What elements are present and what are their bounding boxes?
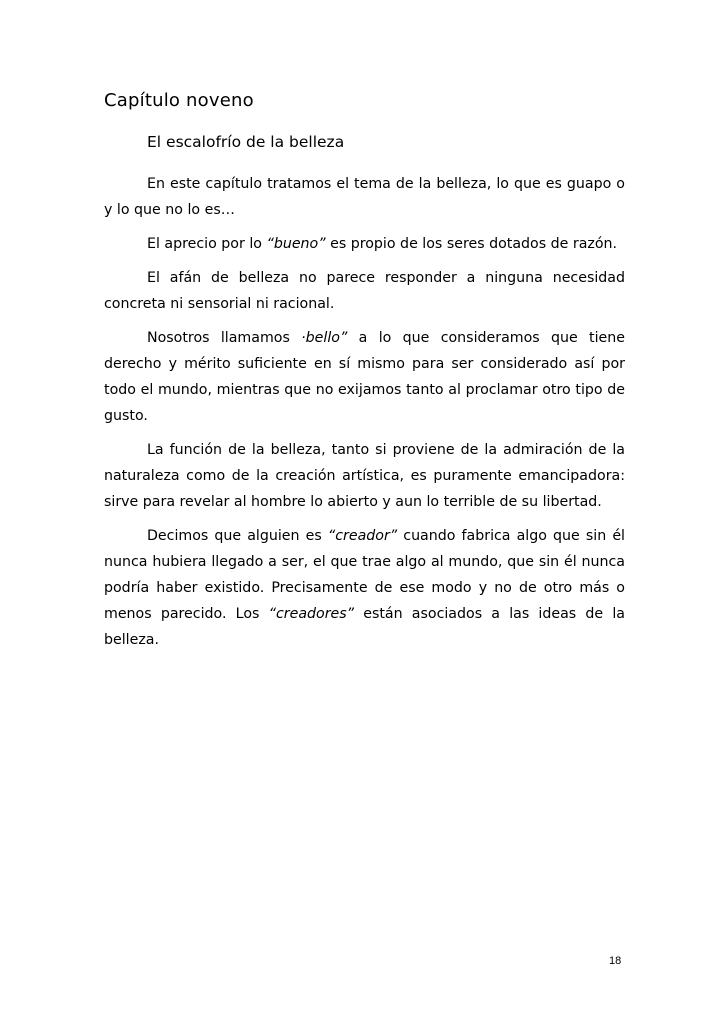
paragraph-bueno-after: es propio de los seres dotados de razón. <box>325 236 618 252</box>
paragraph-creador <box>104 523 625 653</box>
quoted-word-creador: “creador” <box>327 528 398 544</box>
quoted-word-bueno: “bueno” <box>266 236 326 252</box>
paragraph-creador-before: Decimos que alguien es <box>147 528 328 544</box>
paragraph-intro: En este capítulo tratamos el tema de la belleza, lo que es guapo o y lo que no lo es… <box>104 176 625 218</box>
paragraph-afan: El afán de belleza no parece responder a ninguna necesidad concreta ni sensorial ni racional. <box>104 270 625 312</box>
chapter-title: Capítulo noveno <box>104 90 254 111</box>
quoted-word-bello: ·bello” <box>301 330 348 346</box>
paragraph-bueno-before: El aprecio por lo <box>147 236 267 252</box>
paragraph-bello-before: Nosotros llamamos <box>147 330 302 346</box>
quoted-word-creadores: “creadores” <box>268 606 355 622</box>
page-number: 18 <box>609 955 622 967</box>
section-title: El escalofrío de la belleza <box>147 133 345 151</box>
paragraph-bello-after: a lo que consideramos que tiene derecho y mérito suficiente en sí mismo para ser considerado así por todo el mundo, mientras que no exijamos tanto al proclamar otro tipo de gusto. <box>104 330 625 424</box>
paragraph-creador-after: están asociados a las ideas de la belleza. <box>104 606 625 648</box>
paragraph-bueno <box>104 231 625 257</box>
body-text <box>104 171 625 661</box>
paragraph-creador-middle: cuando fabrica algo que sin él nunca hubiera llegado a ser, el que trae algo al mundo, que sin él nunca podría haber existido. Precisamente de ese modo y no de otro más o menos parecido. Los <box>104 528 625 622</box>
paragraph-bello <box>104 325 625 429</box>
paragraph-funcion: La función de la belleza, tanto si proviene de la admiración de la naturaleza como de la creación artística, es puramente emancipadora: sirve para revelar al hombre lo abierto y aun lo terrible de su libertad. <box>104 442 625 510</box>
